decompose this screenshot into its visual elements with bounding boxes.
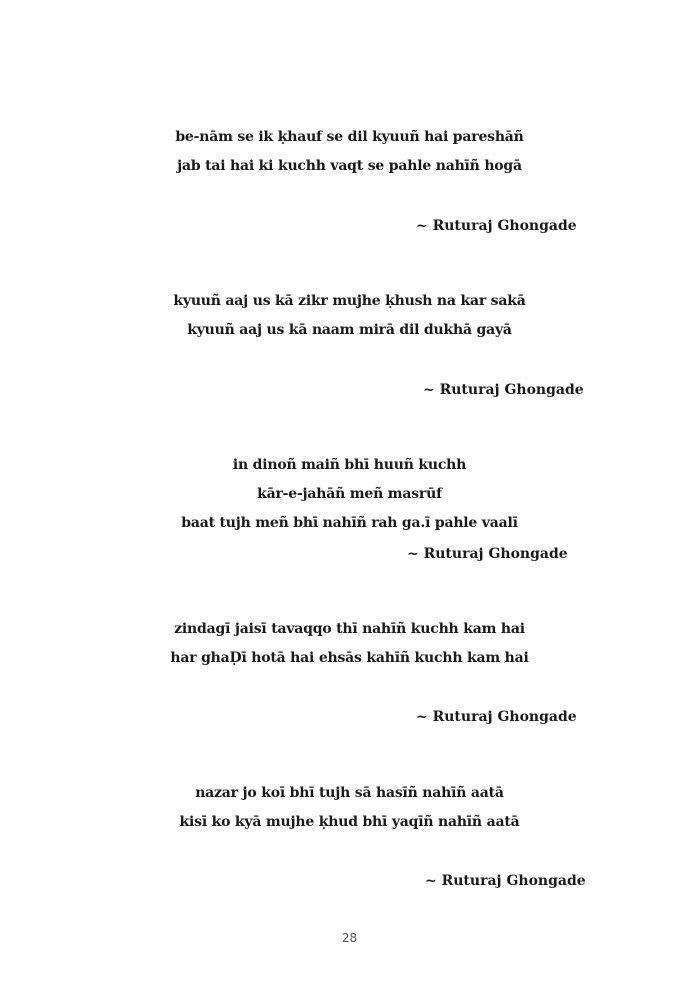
poet-attribution: ~ Ruturaj Ghongade bbox=[416, 709, 577, 725]
verse-line: in dinoñ maiñ bhī huuñ kuchh bbox=[232, 457, 467, 473]
verse-line: nazar jo koī bhī tujh sā hasīñ nahīñ aatā bbox=[195, 785, 504, 801]
verse-line: har ghaḌī hotā hai ehsās kahīñ kuchh kam hai bbox=[170, 650, 529, 666]
verse-line: be-nām se ik ḳhauf se dil kyuuñ hai pareshāñ bbox=[175, 129, 524, 145]
verse-line: baat tujh meñ bhī nahīñ rah ga.ī pahle vaalī bbox=[181, 515, 518, 531]
verse-line: kyuuñ aaj us kā zikr mujhe ḳhush na kar sakā bbox=[173, 293, 526, 309]
verse-line: jab tai hai ki kuchh vaqt se pahle nahīñ hogā bbox=[177, 158, 522, 174]
page-number: 28 bbox=[341, 931, 358, 945]
verse-line: zindagī jaisī tavaqqo thī nahīñ kuchh kam hai bbox=[174, 621, 525, 637]
verse-line: kyuuñ aaj us kā naam mirā dil dukhā gayā bbox=[187, 322, 512, 338]
poet-attribution: ~ Ruturaj Ghongade bbox=[425, 873, 586, 889]
verse-line: kisī ko kyā mujhe ḳhud bhī yaqīñ nahīñ aatā bbox=[179, 814, 520, 830]
verse-line: kār-e-jahāñ meñ masrūf bbox=[257, 486, 442, 502]
poet-attribution: ~ Ruturaj Ghongade bbox=[407, 546, 568, 562]
poet-attribution: ~ Ruturaj Ghongade bbox=[416, 218, 577, 234]
poet-attribution: ~ Ruturaj Ghongade bbox=[423, 382, 584, 398]
